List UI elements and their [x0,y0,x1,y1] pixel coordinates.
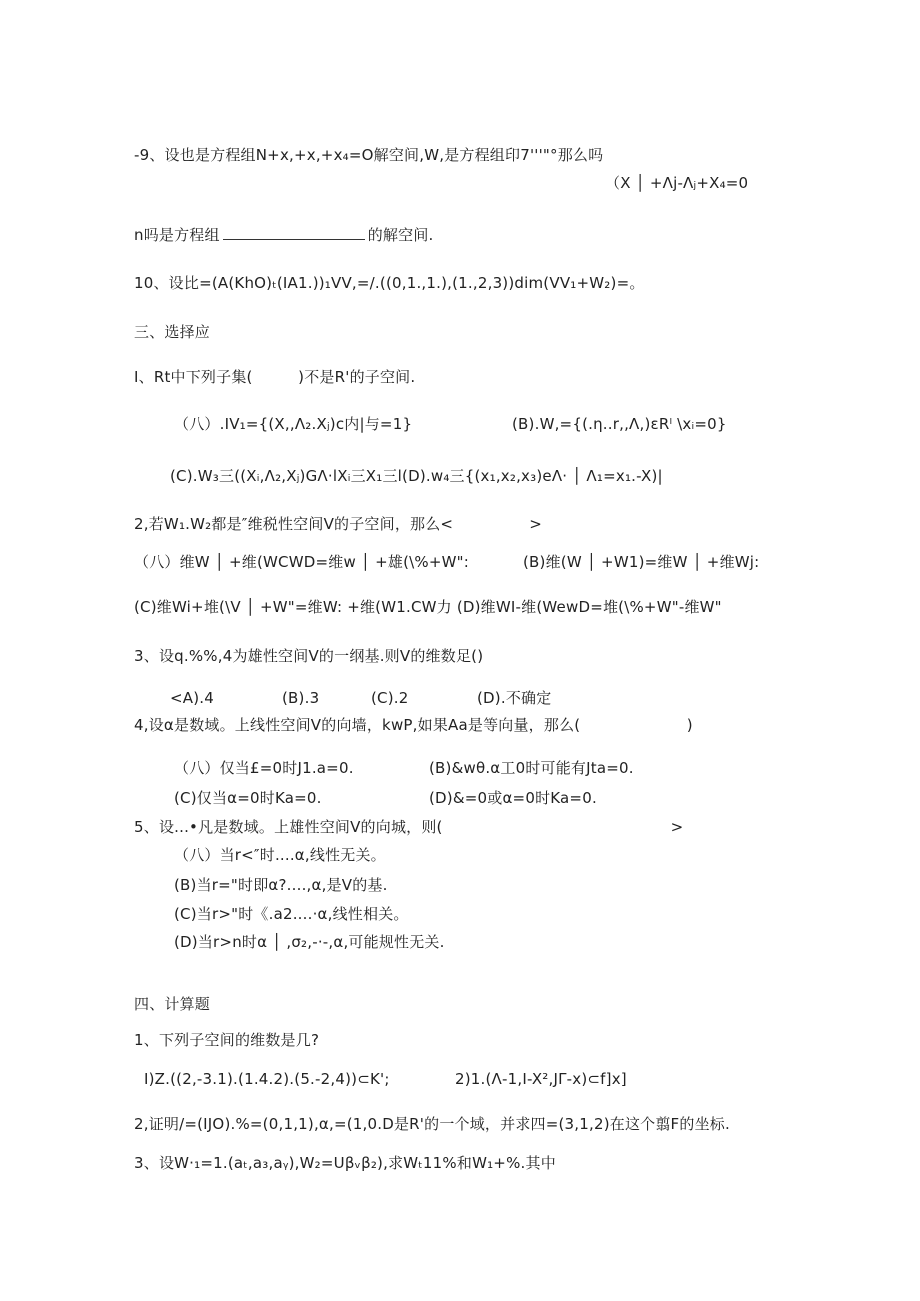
calc-q2: 2,证明/=(IJO).%=(0,1,1),α,=(1,0.D是R'的一个域，并求四=(3,1,2)在这个翦F的坐标. [134,1115,730,1133]
choice-heading: 三、选择应 [134,323,211,341]
choice-q5-option-a: （八）当r<″时....α,线性无关。 [174,846,386,864]
choice-q5-option-c: (C)当r>"时《.a2....·α,线性相关。 [174,905,409,923]
choice-q4-option-b: (B)&wθ.α工0时可能有Jta=0. [429,759,634,777]
choice-q1: I、Rt中下列子集( )不是R'的子空间. [134,368,416,386]
choice-q3-option-b: (B).3 [282,689,320,707]
q9-line2: （X │ +Λj-Λⱼ+X₄=0 [605,174,749,192]
choice-q4-option-c: (C)仅当α=0时Ka=0. [174,789,322,807]
calc-q3: 3、设W·₁=1.(aₜ,a₃,aᵧ),W₂=Uβᵥβ₂),求Wₜ11%和W₁+%.其中 [134,1154,556,1172]
answer-blank [223,225,365,240]
choice-q2-option-b: (B)维(W │ +W1)=维W │ +维Wj: [523,553,760,571]
choice-q5-option-d: (D)当r>n时α │ ,σ₂,-·-,α,可能规性无关. [174,933,445,951]
choice-q5-option-b: (B)当r="时即α?....,α,是V的基. [174,876,388,894]
choice-q1-option-b: (B).W,={(.η..r,,Λ,)εRˡ \xᵢ=0} [512,415,727,433]
choice-q2-option-a: （八）维W │ +维(WCWD=维w │ +雄(\%+W": [134,553,469,571]
calc-q1-part2: 2)1.(Λ-1,I-X²,JΓ-x)⊂f]x] [455,1070,627,1088]
choice-q5: 5、设...•凡是数域。上雄性空间V的向城，则( > [134,818,684,836]
q9-line3-after: 的解空间. [367,226,434,244]
choice-q4-option-a: （八）仅当£=0时J1.a=0. [174,759,354,777]
q10: 10、设比=(A(KhO)ₜ(IA1.))₁VV,=/.((0,1.,1.),(1.,2,3))dim(VV₁+W₂)=。 [134,274,645,292]
q9-line1: -9、设也是方程组N+x,+x,+x₄=O解空间,W,是方程组印7'''"°那么吗 [134,146,604,164]
choice-q4-option-d: (D)&=0或α=0时Ka=0. [429,789,597,807]
calc-heading: 四、计算题 [134,995,211,1013]
choice-q3-option-a: <A).4 [170,689,214,707]
q9-line3-before: n吗是方程组 [134,226,220,244]
choice-q2-options-cd: (C)维Wi+堆(\V │ +W"=维W: +维(W1.CW力 (D)维WI-维(WewD=堆(\%+W"-维W" [134,598,722,616]
choice-q2: 2,若W₁.W₂都是″维税性空间V的子空间，那么< > [134,515,542,533]
choice-q1-option-a: （八）.IV₁={(X,,Λ₂.Xⱼ)c内|与=1} [174,415,413,433]
choice-q1-options-cd: (C).W₃三((Xᵢ,Λ₂,Xⱼ)GΛ·lXᵢ三X₁三l(D).w₄三{(x₁,x₂,x₃)eΛ· │ Λ₁=x₁.-X)| [170,467,663,485]
choice-q3-option-c: (C).2 [371,689,409,707]
choice-q4: 4,设α是数域。上线性空间V的向墙，kwP,如果Aa是等向量，那么( ) [134,716,693,734]
choice-q3-option-d: (D).不确定 [477,689,552,707]
calc-q1-part1: I)Z.((2,-3.1).(1.4.2).(5.-2,4))⊂K'; [144,1070,390,1088]
choice-q3: 3、设q.%%,4为雄性空间V的一纲基.则V的维数足() [134,647,484,665]
q9-line3 [134,225,434,245]
calc-q1: 1、下列子空间的维数是几? [134,1031,320,1049]
